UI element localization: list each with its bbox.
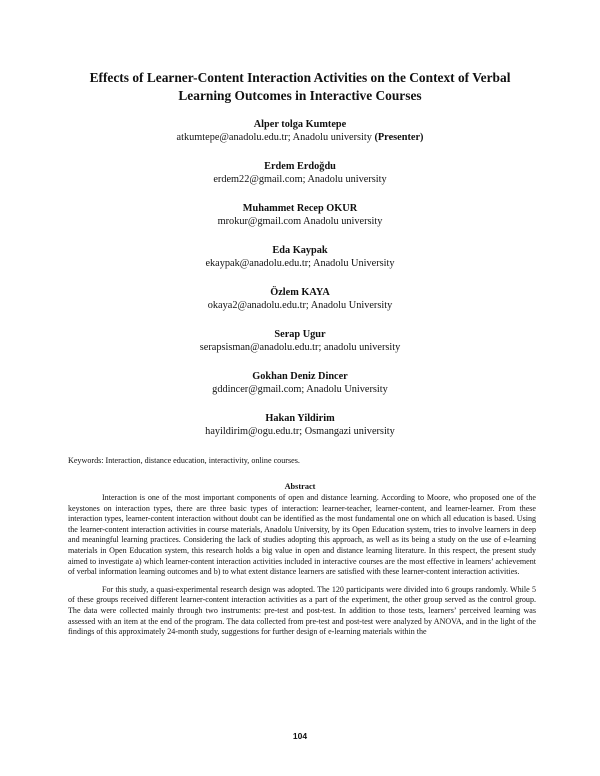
author-block xyxy=(60,412,540,454)
author-affiliation: gddincer@gmail.com; Anadolu University xyxy=(212,384,388,395)
author-block xyxy=(60,160,540,202)
author-block xyxy=(60,118,540,160)
author-block xyxy=(60,244,540,286)
abstract-paragraph: For this study, a quasi-experimental research design was adopted. The 120 participants were divided into 6 groups randomly. While 5 of these groups received different learner-content interaction activities as a part of the experiment, the other group served as the control group. The data were collected mainly through two instruments: pre-test and post-test. In addition to those tests, learners’ perceived learning was assessed with an item at the end of the program. The data collected from pre-test and post-test were analyzed by ANOVA, and in the light of the findings of this approximately 24-month study, suggestions for further design of e-learning materials within the xyxy=(68,584,536,637)
title-line-1: Effects of Learner-Content Interaction Activities on the Context of Verbal xyxy=(89,70,511,85)
abstract-body xyxy=(68,493,536,645)
title-line-2: Learning Outcomes in Interactive Courses xyxy=(178,88,422,103)
author-name: Özlem KAYA xyxy=(270,287,330,298)
author-name: Hakan Yildirim xyxy=(265,413,335,424)
author-affiliation: serapsisman@anadolu.edu.tr; anadolu university xyxy=(199,342,401,353)
author-block xyxy=(60,202,540,244)
author-block xyxy=(60,370,540,412)
author-affiliation: hayildirim@ogu.edu.tr; Osmangazi university xyxy=(205,426,395,437)
author-block xyxy=(60,328,540,370)
author-name: Muhammet Recep OKUR xyxy=(242,203,358,214)
abstract-paragraph: Interaction is one of the most important components of open and distance learning. According to Moore, who proposed one of the keystones on interaction types, there are three basic types of interaction: learner-teacher, learner-content, and learner-learner. From these interaction types, learner-content interaction without doubt can be identified as the most fundamental one on which all education is based. Using the learner-content interaction activities in course materials, Anadolu University, by its Open Education system, tries to involve learners in deep and meaningful learning practices. Considering the lack of studies adopting this approach, as well as its being a study on the use of e-learning materials in Open Education system, this research holds a big value in open and distance learning literature. In this respect, the present study aimed to investigate a) which learner-content interaction activities included in interactive courses are the most effective in learners’ achievement of verbal information learning outcomes and b) to what extent distance learners are satisfied with these learner-content interaction activities. xyxy=(68,493,536,577)
author-name: Gokhan Deniz Dincer xyxy=(252,371,348,382)
page-number: 104 xyxy=(292,731,308,741)
keywords-line: Keywords: Interaction, distance education, interactivity, online courses. xyxy=(68,456,300,465)
author-affiliation: okaya2@anadolu.edu.tr; Anadolu University xyxy=(207,300,393,311)
author-name: Serap Ugur xyxy=(274,329,326,340)
author-name: Erdem Erdoğdu xyxy=(264,161,336,172)
author-block xyxy=(60,286,540,328)
author-name: Eda Kaypak xyxy=(272,245,328,256)
author-contact: atkumtepe@anadolu.edu.tr; Anadolu university xyxy=(176,132,375,143)
author-affiliation xyxy=(60,131,540,144)
author-name: Alper tolga Kumtepe xyxy=(253,119,347,130)
author-affiliation: ekaypak@anadolu.edu.tr; Anadolu University xyxy=(205,258,395,269)
presenter-label: (Presenter) xyxy=(374,132,424,143)
abstract-heading: Abstract xyxy=(284,482,316,491)
author-affiliation: mrokur@gmail.com Anadolu university xyxy=(217,216,383,227)
author-list xyxy=(60,118,540,454)
paper-title xyxy=(60,69,540,105)
author-affiliation: erdem22@gmail.com; Anadolu university xyxy=(213,174,387,185)
